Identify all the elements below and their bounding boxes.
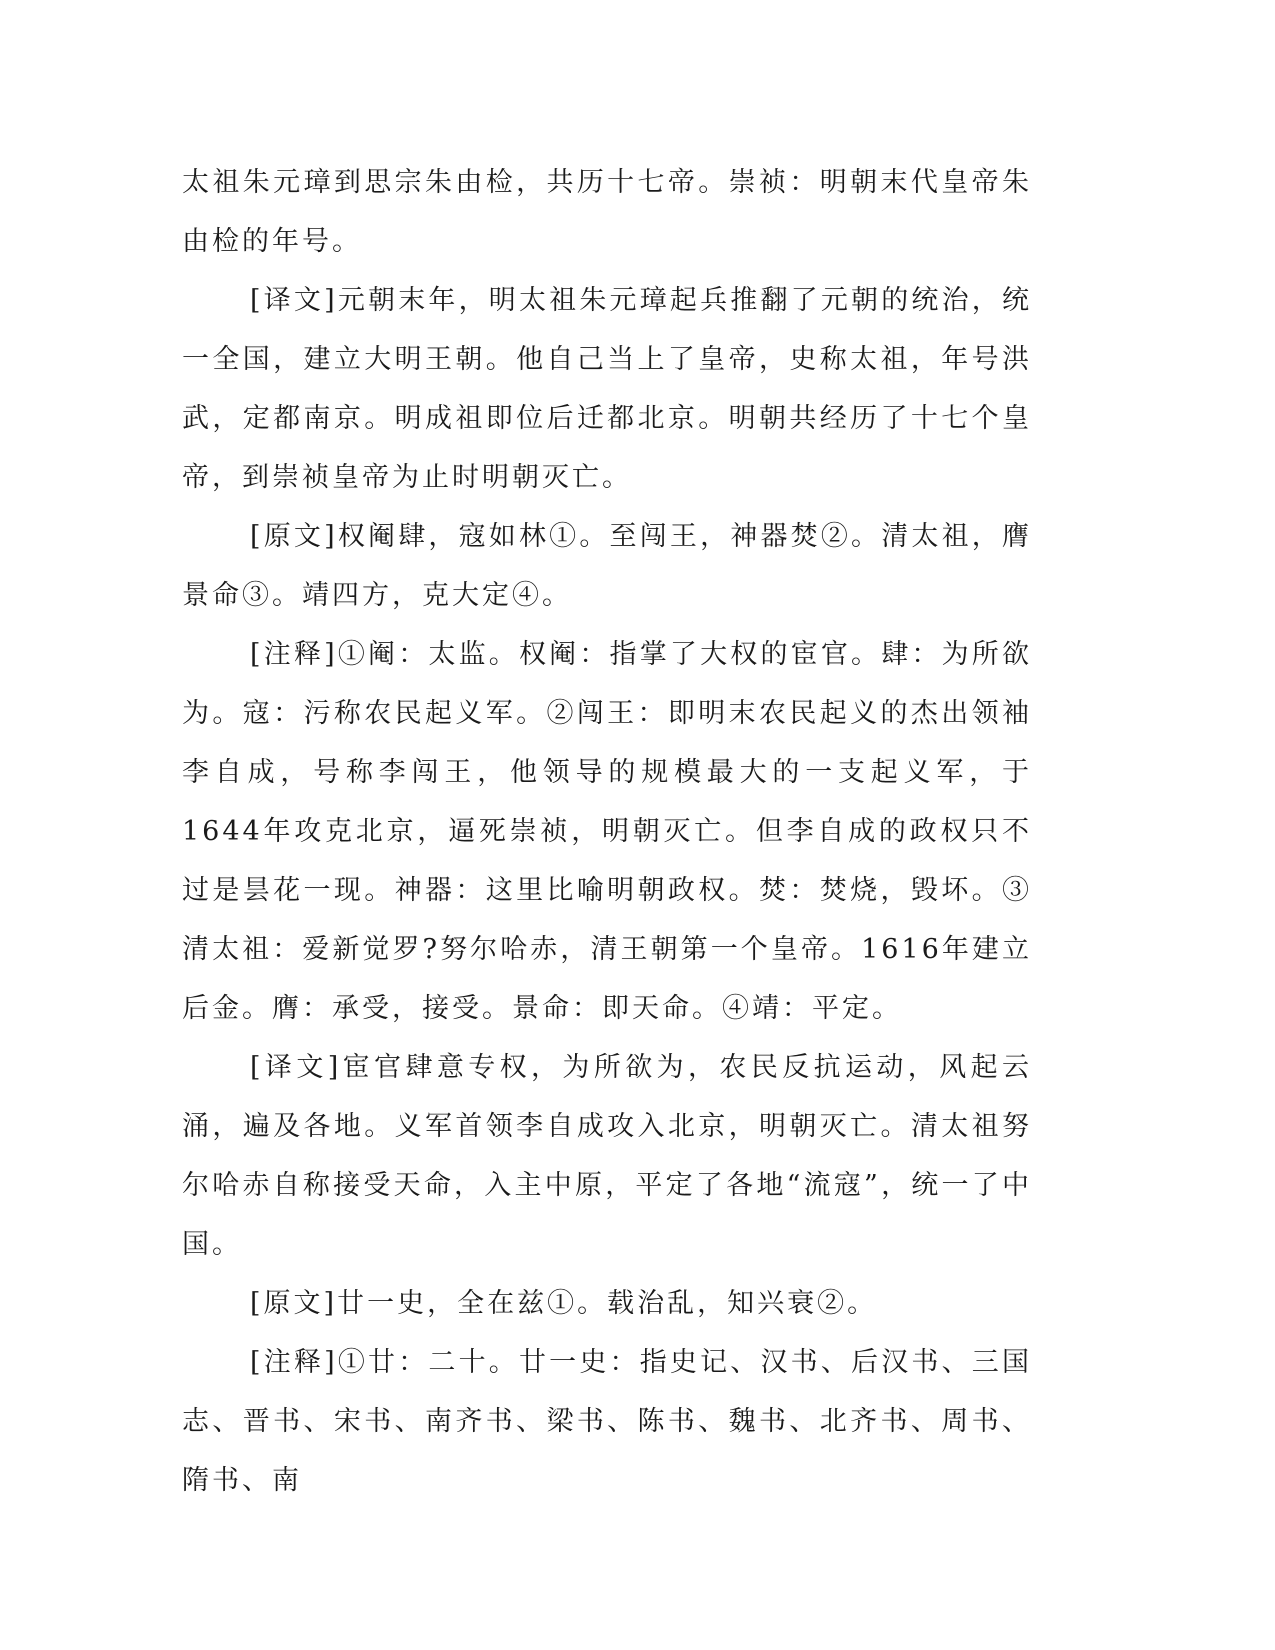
paragraph-notes-1: [注释]①阉：太监。权阉：指掌了大权的宦官。肆：为所欲为。寇：污称农民起义军。②闯王：即明末农民起义的杰出领袖李自成，号称李闯王，他领导的规模最大的一支起义军，于1644年攻克北京，逼死崇祯，明朝灭亡。但李自成的政权只不过是昙花一现。神器：这里比喻明朝政权。焚：焚烧，毁坏。③清太祖：爱新觉罗?努尔哈赤，清王朝第一个皇帝。1616年建立后金。膺：承受，接受。景命：即天命。④靖：平定。 [182,639,1032,1024]
document-body [182,153,1032,1510]
paragraph-original-1: [原文]权阉肆，寇如林①。至闯王，神器焚②。清太祖，膺景命③。靖四方，克大定④。 [182,521,1032,611]
paragraph-notes-2: [注释]①廿：二十。廿一史：指史记、汉书、后汉书、三国志、晋书、宋书、南齐书、梁书、陈书、魏书、北齐书、周书、隋书、南 [182,1347,1032,1496]
paragraph-continuation: 太祖朱元璋到思宗朱由检，共历十七帝。崇祯：明朝末代皇帝朱由检的年号。 [182,167,1032,257]
paragraph-translation-2: [译文]宦官肆意专权，为所欲为，农民反抗运动，风起云涌，遍及各地。义军首领李自成攻入北京，明朝灭亡。清太祖努尔哈赤自称接受天命，入主中原，平定了各地“流寇”，统一了中国。 [182,1052,1032,1260]
paragraph-translation-1: [译文]元朝末年，明太祖朱元璋起兵推翻了元朝的统治，统一全国，建立大明王朝。他自己当上了皇帝，史称太祖，年号洪武，定都南京。明成祖即位后迁都北京。明朝共经历了十七个皇帝，到崇祯皇帝为止时明朝灭亡。 [182,285,1032,493]
paragraph-original-2: [原文]廿一史，全在兹①。载治乱，知兴衰②。 [250,1288,878,1319]
